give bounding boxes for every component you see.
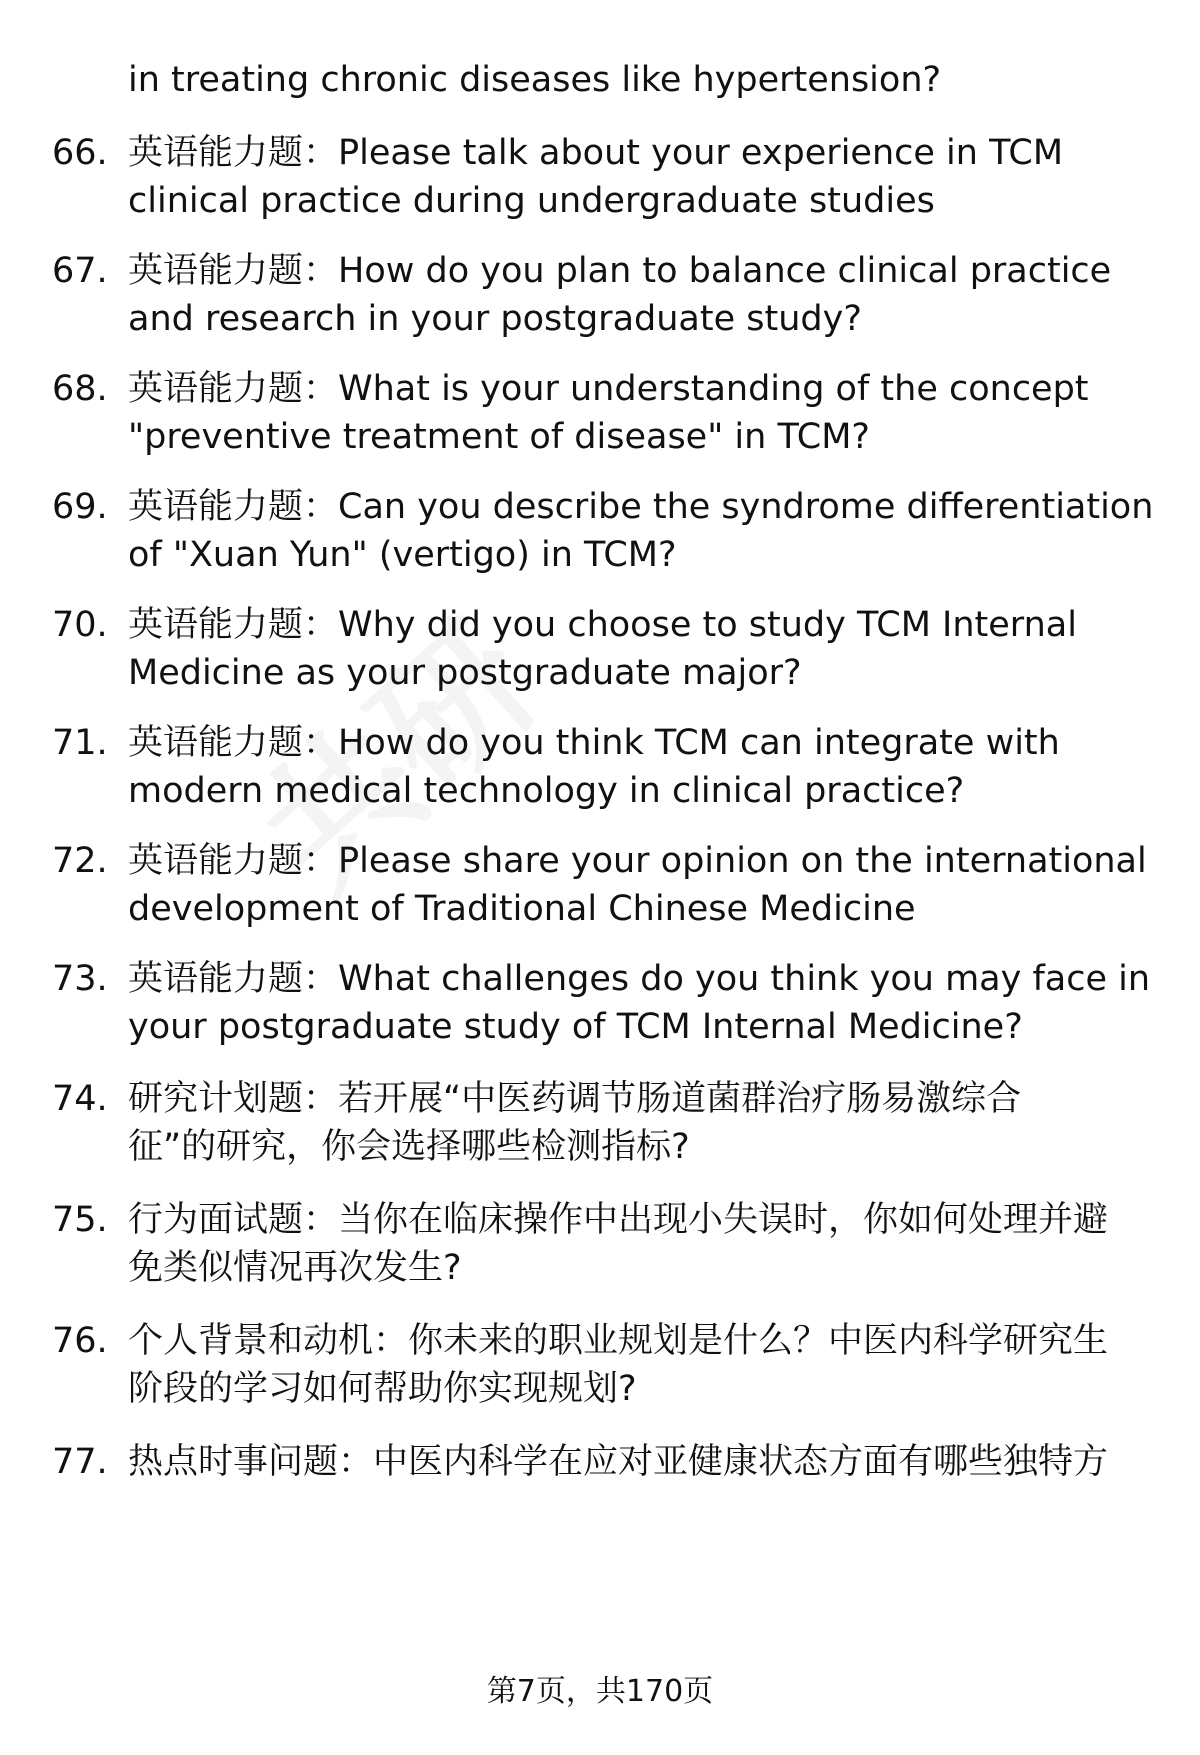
page-footer: 第7页，共170页: [486, 1674, 714, 1709]
question-number: 70.: [52, 605, 108, 645]
question-number: 69.: [52, 487, 108, 527]
question-line: 英语能力题：What is your understanding of the concept: [128, 369, 1089, 409]
question-text: [128, 719, 1168, 815]
question-line: 英语能力题：Why did you choose to study TCM Internal: [128, 605, 1077, 645]
question-line: modern medical technology in clinical practice?: [128, 771, 965, 811]
question-number: 74.: [52, 1079, 108, 1119]
question-number: 71.: [52, 723, 108, 763]
question-line: 热点时事问题：中医内科学在应对亚健康状态方面有哪些独特方: [128, 1442, 1109, 1482]
question-line: 个人背景和动机：你未来的职业规划是什么？中医内科学研究生: [128, 1321, 1109, 1361]
question-line: of "Xuan Yun" (vertigo) in TCM?: [128, 535, 677, 575]
question-text: [128, 247, 1168, 343]
continuation-line: in treating chronic diseases like hypertension?: [128, 60, 942, 100]
question-number: 72.: [52, 841, 108, 881]
question-line: 征”的研究，你会选择哪些检测指标?: [128, 1127, 690, 1167]
question-text: [128, 1438, 1168, 1486]
question-text: [128, 1317, 1168, 1413]
question-text: [128, 483, 1168, 579]
question-number: 73.: [52, 959, 108, 999]
question-number: 76.: [52, 1321, 108, 1361]
question-text: [128, 837, 1168, 933]
question-number: 66.: [52, 133, 108, 173]
question-line: "preventive treatment of disease" in TCM?: [128, 417, 871, 457]
question-line: 研究计划题：若开展“中医药调节肠道菌群治疗肠易激综合: [128, 1079, 1022, 1119]
question-text: [128, 1196, 1168, 1292]
question-text: [128, 365, 1168, 461]
question-line: 英语能力题：What challenges do you think you may face in: [128, 959, 1151, 999]
question-line: 英语能力题：Please share your opinion on the international: [128, 841, 1147, 881]
question-line: your postgraduate study of TCM Internal Medicine?: [128, 1007, 1023, 1047]
question-line: Medicine as your postgraduate major?: [128, 653, 802, 693]
question-number: 68.: [52, 369, 108, 409]
question-line: 英语能力题：Can you describe the syndrome differentiation: [128, 487, 1154, 527]
question-line: 阶段的学习如何帮助你实现规划?: [128, 1369, 637, 1409]
question-number: 77.: [52, 1442, 108, 1482]
question-line: clinical practice during undergraduate studies: [128, 181, 935, 221]
question-line: development of Traditional Chinese Medicine: [128, 889, 916, 929]
question-line: 英语能力题：Please talk about your experience in TCM: [128, 133, 1064, 173]
question-line: and research in your postgraduate study?: [128, 299, 862, 339]
question-line: 行为面试题：当你在临床操作中出现小失误时，你如何处理并避: [128, 1200, 1109, 1240]
question-line: 免类似情况再次发生?: [128, 1248, 462, 1288]
question-text: [128, 129, 1168, 225]
question-text: [128, 955, 1168, 1051]
question-text: [128, 1075, 1168, 1171]
question-line: 英语能力题：How do you think TCM can integrate with: [128, 723, 1060, 763]
question-text: [128, 601, 1168, 697]
question-number: 75.: [52, 1200, 108, 1240]
question-line: 英语能力题：How do you plan to balance clinical practice: [128, 251, 1112, 291]
question-number: 67.: [52, 251, 108, 291]
